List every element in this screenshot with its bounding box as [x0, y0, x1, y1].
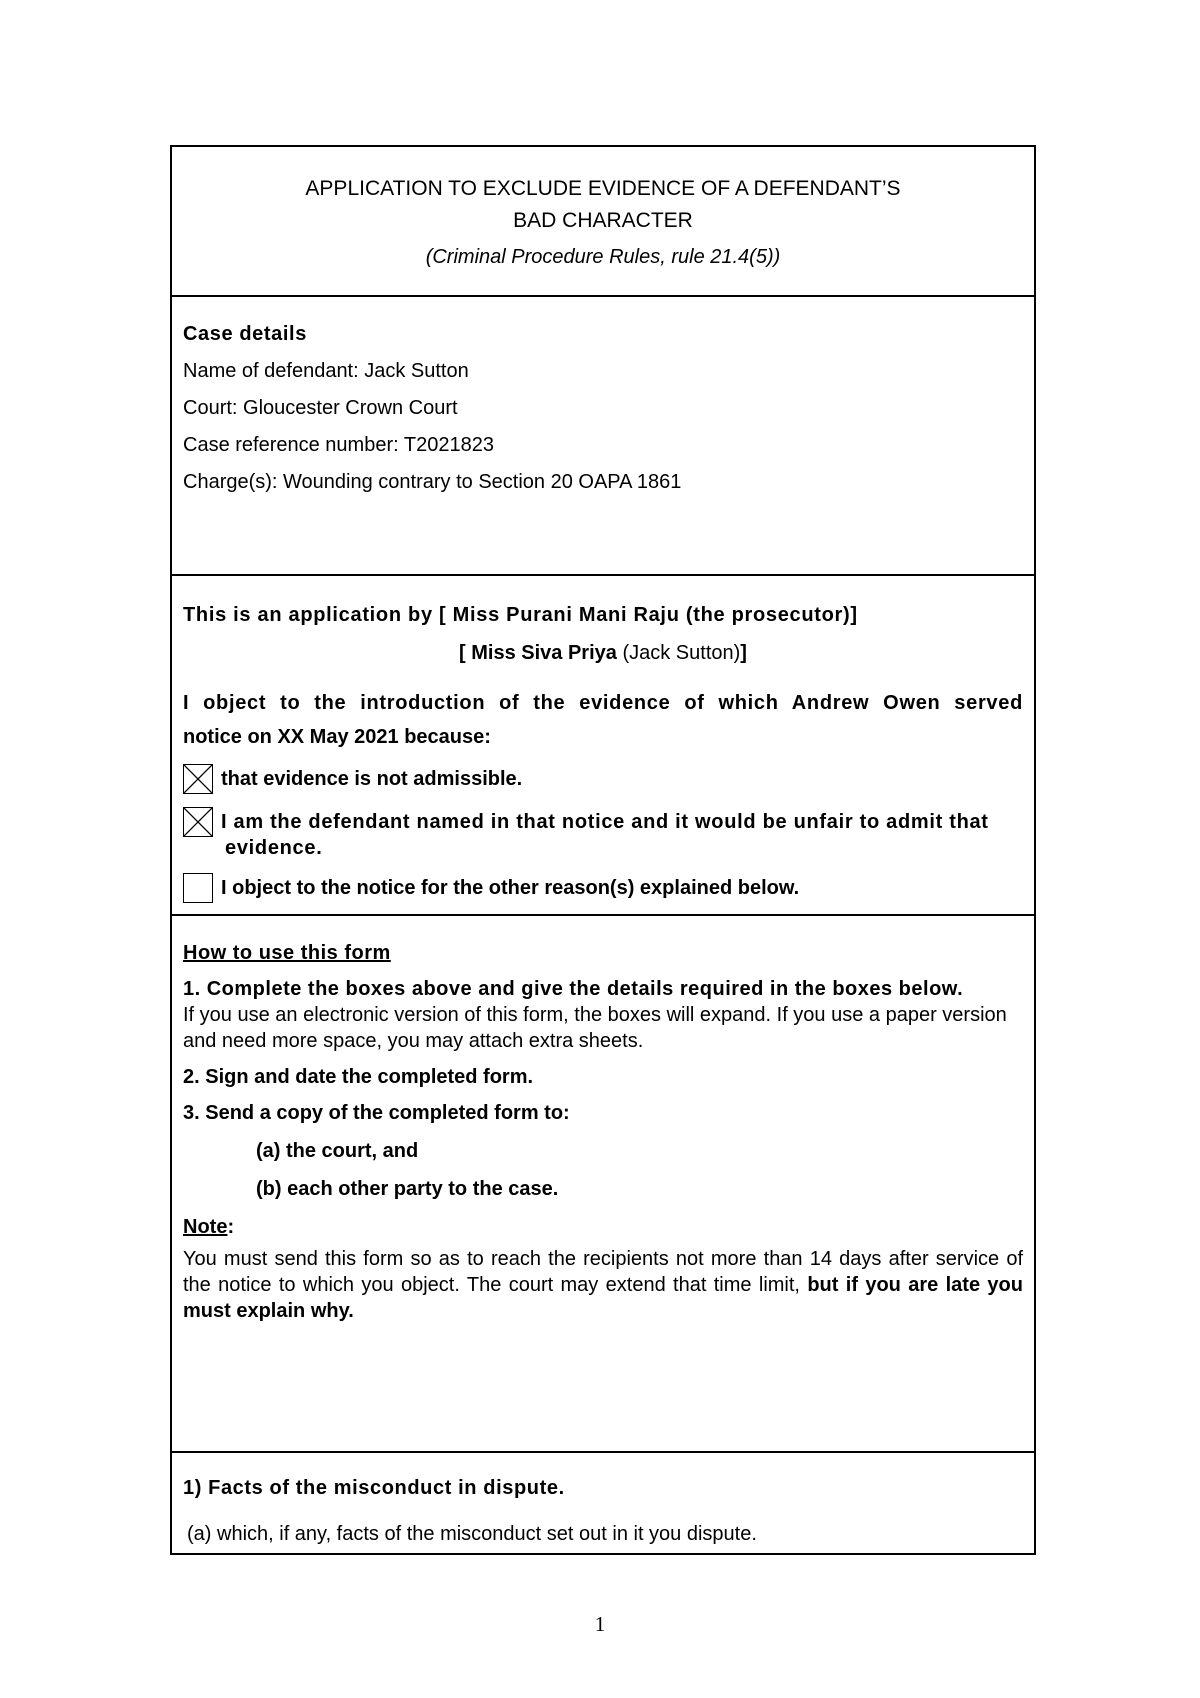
instructions-heading: How to use this form [183, 942, 391, 964]
step-1-detail: If you use an electronic version of this form, the boxes will expand. If you use a paper version and need more space, you may attach extra sheets. [183, 1004, 1007, 1052]
step-2: 2. Sign and date the completed form. [183, 1066, 534, 1088]
objection-text-line-1: I object to the introduction of the evidence of which Andrew Owen served [183, 692, 1023, 714]
note-heading-text: Note [183, 1216, 228, 1238]
note-text [183, 1246, 1023, 1324]
step-3a: (a) the court, and [256, 1140, 419, 1162]
option-label: I object to the notice for the other reason(s) explained below. [221, 877, 800, 899]
option-label: that evidence is not admissible. [221, 768, 523, 790]
respondent-close: ] [740, 642, 747, 664]
page-number: 1 [594, 1612, 606, 1636]
respondent-name: [ Miss Siva Priya [459, 642, 623, 664]
step-1-title: 1. Complete the boxes above and give the details required in the boxes below. [183, 978, 964, 1000]
checkbox-other-reasons[interactable] [183, 873, 213, 903]
court-name: Court: Gloucester Crown Court [183, 397, 458, 419]
option-not-admissible [183, 766, 1023, 792]
option-label: I am the defendant named in that notice and it would be unfair to admit that [221, 811, 989, 833]
objection-text-line-2: notice on XX May 2021 because: [183, 726, 491, 748]
application-form [170, 145, 1036, 1555]
note-heading-colon: : [227, 1216, 235, 1238]
case-details-heading: Case details [183, 323, 307, 345]
form-title-section [172, 147, 1034, 297]
form-subtitle: (Criminal Procedure Rules, rule 21.4(5)) [425, 246, 781, 268]
facts-item-a: (a) which, if any, facts of the misconduct set out in it you dispute. [187, 1523, 757, 1545]
note-heading [183, 1214, 1023, 1240]
option-label-continued: evidence. [225, 837, 323, 859]
instructions-section [172, 916, 1034, 1453]
checkbox-unfair[interactable] [183, 807, 213, 837]
option-unfair [183, 809, 1023, 861]
step-1 [183, 976, 1023, 1054]
step-3b: (b) each other party to the case. [256, 1178, 559, 1200]
form-title-line-2: BAD CHARACTER [513, 209, 693, 232]
checkbox-not-admissible[interactable] [183, 764, 213, 794]
form-title-line-1: APPLICATION TO EXCLUDE EVIDENCE OF A DEFENDANT’S [305, 177, 901, 200]
step-3: 3. Send a copy of the completed form to: [183, 1102, 570, 1124]
facts-section [172, 1453, 1034, 1553]
note-bold: but if you are late you must explain why. [183, 1274, 1023, 1322]
option-other-reasons [183, 875, 1023, 901]
application-section [172, 576, 1034, 916]
check-cross-icon [184, 808, 212, 836]
charges: Charge(s): Wounding contrary to Section 20 OAPA 1861 [183, 471, 682, 493]
check-cross-icon [184, 765, 212, 793]
facts-heading: 1) Facts of the misconduct in dispute. [183, 1477, 565, 1499]
respondent-line [183, 640, 1023, 666]
respondent-party: (Jack Sutton) [622, 642, 741, 664]
defendant-name: Name of defendant: Jack Sutton [183, 360, 469, 382]
case-reference: Case reference number: T2021823 [183, 434, 494, 456]
case-details-section [172, 297, 1034, 576]
note-plain: You must send this form so as to reach the recipients not more than 14 days after service of the notice to which you object. The court may extend that time limit, [183, 1248, 1023, 1296]
applicant-line: This is an application by [ Miss Purani Mani Raju (the prosecutor)] [183, 604, 858, 626]
